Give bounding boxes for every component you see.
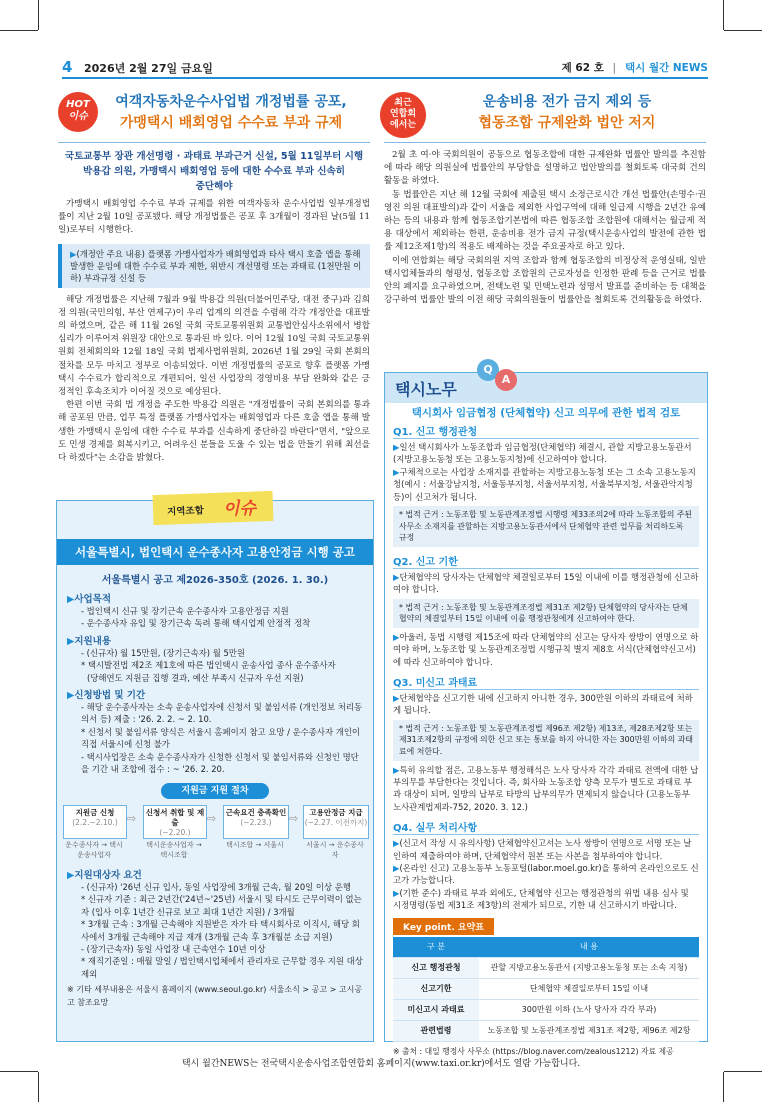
crop-mark <box>724 1071 762 1072</box>
arrow-right-icon: ⇨ <box>207 812 217 825</box>
text-line: 운송비용 전가 금지 제외 등 <box>482 94 652 110</box>
arrow-right-icon: ⇨ <box>127 812 137 825</box>
text-line: - 운수종사자 유입 및 장기근속 독려 통해 택시업계 안정적 정착 <box>81 618 311 629</box>
text-line: * 택시발전법 제2조 제1호에 따른 법인택시 운송사업 종사 운수종사자 <box>81 660 336 671</box>
keypoint-table <box>393 937 699 1042</box>
text-line: 여객자동차운수사업법 개정법률 공포, <box>115 94 347 110</box>
text-line: 미신고시 과태료 <box>393 999 479 1020</box>
a-icon: A <box>495 369 517 391</box>
q2-head: Q2. 신고 기한 <box>393 553 699 569</box>
text-line: * 신청서 및 붙임서류 양식은 서울시 홈페이지 참고 요망 / 운수종사자 개인이 직접 서울시에 신청 불가 <box>81 726 360 750</box>
q1-head: Q1. 신고 행정관청 <box>393 423 699 439</box>
table-row <box>393 978 699 999</box>
publication-name: 택시 월간 NEWS <box>625 62 708 74</box>
seoul-notice-panel <box>56 500 374 1042</box>
article-title <box>92 92 370 134</box>
text-line: 동 법률안은 지난 해 12월 국회에 제출된 택시 소정근로시간 개선 법률안(손명수·권영진 의원 대표발의)과 같이 서울을 제외한 사업구역에 대해 일급제 시행을 2년간 유예하는 등의 내용과 함께 협동조합기본법에 따른 협동조합 조합원에 대해서는 월급제 적용 대상에서 제외하는 한편, 운송비용 전가 금지 규정(택시운송사업의 발전에 관한 법률 제12조제1항)의 적용도 배제하는 것을 주요골자로 하고 있다. <box>384 189 706 253</box>
arrow-right-icon: ⇨ <box>289 812 299 825</box>
text-line: 단체협약 체결일로부터 15일 이내 <box>479 978 699 999</box>
title-rule <box>384 142 706 143</box>
crop-mark <box>0 30 38 31</box>
header-right <box>562 60 708 75</box>
text-line: 내 용 <box>479 937 699 958</box>
qa-section-title: 택시노무 <box>395 380 457 399</box>
crop-mark <box>38 1072 39 1102</box>
crop-mark <box>723 0 724 30</box>
text-line: 신청방법 및 기간 <box>74 690 146 702</box>
flow-step-verify <box>223 805 289 839</box>
header-rule <box>62 77 708 79</box>
text-line: 국토교통부 장관 개선명령 · 과태료 부과근거 신설, 5월 11일부터 시행 <box>64 151 364 162</box>
text-line: 구체적으로는 사업장 소재지를 관할하는 지방고용노동청 또는 그 소속 고용노동지청(예시 : 서울강남지청, 서울동부지청, 서울서부지청, 서울북부지청, 서울관악지청 등)이 신고처가 됩니다. <box>393 466 696 502</box>
text-line: 해당 개정법률은 지난해 7월과 9월 박용갑 의원(더불어민주당, 대전 중구)과 김희정 의원(국민의힘, 부산 연제구)이 우리 업계의 의견을 수렴해 각각 개정안을 대표발의 하였으며, 같은 해 11월 26일 국회 국토교통위원회 교통법안심사소위에서 병합심리가 이루어져 위원장 대안으로 통과된 바 있다. 이어 12월 10일 국회 국토교통위원회 전체회의와 12월 18일 국회 법제사법위원회, 2026년 1월 29일 국회 본회의 절차를 모두 마치고 정부로 이송되었다. 이번 개정법률의 공포로 향후 플랫폼 가맹택시 수수료가 합리적으로 개편되어, 일선 사업장의 경영비용 부담 완화와 같은 긍정적인 후속조치가 이어질 것으로 예상된다. <box>58 294 371 398</box>
text-line: 관할 지방고용노동관서 (지방고용노동청 또는 소속 지청) <box>479 957 699 978</box>
q2-note: * 법적 근거 : 노동조합 및 노동관계조정법 제31조 제2항) 단체협약의 당사자는 단체협약의 체결일부터 15일 이내에 이를 행정관청에게 신고하여야 한다. <box>393 599 699 628</box>
title-rule <box>58 142 370 143</box>
qa-source: ※ 출처 : 대일 행정사 사무소 (https://blog.naver.com/zealous1212) 자료 제공 <box>393 1046 674 1056</box>
text-line: 신고기한 <box>393 978 479 999</box>
text-line: 이슈 <box>222 498 257 520</box>
text-line: 구 분 <box>393 937 479 958</box>
article-body <box>384 149 706 307</box>
table-row <box>393 999 699 1020</box>
text-line: - 법인택시 신규 및 장기근속 운수종사자 고용안정금 지원 <box>81 606 289 616</box>
notice-body: ▶사업목적 - 법인택시 신규 및 장기근속 운수종사자 고용안정금 지원 - 운수종사자 유입 및 장기근속 독려 통해 택시업계 안정적 정착 ▶지원내용 - (신규자) 월 15만원, (장기근속자) 월 5만원 * 택시발전법 제2조 제1호에 따른 법인택시 운송사업 종사 운수종사자 (당해연도 지원금 집행 결과, 예산 부족시 신규자 우선 지원) ▶신청방법 및 기간 - 해당 운수종사자는 소속 운송사업자에 신청서 및 붙임서류 (개인정보 처리동의서 등) 제출 : '26. 2. 2. ~ 2. 10. * 신청서 및 붙임서류 양식은 서울시 홈페이지 참고 요망 / 운수종사자 개인이 직접 서울시에 신청 불가 - 택시사업장은 소속 운수종사자가 신청한 신청서 및 붙임서류와 신청인 명단을 기간 내 조합에 접수 : ~ '26. 2. 20. <box>67 591 365 775</box>
left-article <box>58 92 370 465</box>
text-line: - 해당 운수종사자는 소속 운송사업자에 신청서 및 붙임서류 (개인정보 처리동의서 등) 제출 : '26. 2. 2. ~ 2. 10. <box>81 702 363 725</box>
amendment-summary-box <box>58 244 370 288</box>
text-line: (당해연도 지원금 집행 결과, 예산 부족시 신규자 우선 지원) <box>87 672 304 683</box>
text-line: (~2.20.) <box>159 828 191 837</box>
crop-mark <box>0 1071 38 1072</box>
text-line: 지원대상자 요건 <box>74 870 142 881</box>
article-body <box>58 198 370 238</box>
article-lead <box>58 149 370 194</box>
text-line: 중단해야 <box>195 181 233 192</box>
hot-issue-badge <box>58 92 98 132</box>
flow-who: 택시운송사업자 → 택시조합 <box>146 841 202 859</box>
issue-date: 2026년 2월 27일 금요일 <box>84 62 213 75</box>
text-line: 한편 이번 국회 법 개정을 주도한 박용갑 의원은 "개정법률이 국회 본회의를 통과해 공포된 만큼, 업무 특정 플랫폼 가맹사업자는 배회영업과 다른 호출 앱을 통해 발생한 가맹택시 운임에 대한 수수료 부과를 신속하게 중단하길 바란다"면서, "앞으로도 민생 경제를 회복시키고, 어려우신 분들을 도울 수 있는 법을 만들기 위해 최선을 다 하겠다"는 소감을 밝혔다. <box>58 400 370 464</box>
text-line: 지역조합 <box>166 505 205 518</box>
text-line: * 신규자 기준 : 최근 2년간('24년~'25년) 서울시 및 타시도 근무이력이 없는 자 (입사 이후 1년간 신규로 보고 최대 1년간 지원) / 3개월 <box>81 894 362 917</box>
text-line: 단체협약의 당사자는 단체협약 체결일로부터 15일 이내에 이를 행정관청에 신고하여야 합니다. <box>393 571 699 595</box>
text-line: 신고 행정관청 <box>393 957 479 978</box>
text-line: (2.2.~2.10.) <box>72 818 118 827</box>
article-body-cont <box>58 294 370 466</box>
union-news-badge <box>380 92 426 138</box>
text-line: - (신규자) 월 15만원, (장기근속자) 월 5만원 <box>81 647 245 658</box>
text-line: (~2.23.) <box>240 818 272 827</box>
page-footer: 택시 월간NEWS는 전국택시운송사업조합연합회 홈페이지(www.taxi.or.kr)에서도 열람 가능합니다. <box>181 1059 581 1069</box>
text-line: 협동조합 규제완화 법안 저지 <box>478 115 656 131</box>
issue-number: 제 62 호 <box>561 62 604 74</box>
text-line: 박용갑 의원, 가맹택시 배회영업 등에 대한 수수료 부과 신속히 <box>82 166 346 177</box>
labor-qa-panel <box>384 363 708 1056</box>
article-title <box>428 92 706 134</box>
text-line: * 3개월 근속 : 3개월 근속해야 지원받은 자가 타 택시회사로 이직시, 해당 회사에서 3개월 근속해야 지급 재개 (3개월 근속 후 3개월분 소급 지원) <box>81 919 360 942</box>
text-line: 이슈 <box>68 111 88 122</box>
eligibility: ▶지원대상자 요건 - (신규자) '26년 신규 입사, 동일 사업장에 3개월 근속, 월 20일 이상 운행 * 신규자 기준 : 최근 2년간('24년~'25년) 서울시 및 타시도 근무이력이 없는 자 (입사 이후 1년간 신규로 보고 최대 1년간 지원) / 3개월 * 3개월 근속 : 3개월 근속해야 지원받은 자가 타 택시회사로 이직시, 해당 회사에서 3개월 근속해야 지급 재개 (3개월 근속 후 3개월분 소급 지원) - (장기근속자) 동일 사업장 내 근속연수 10년 이상 * 재직기준일 : 매월 말일 / 법인택시업체에서 관리자로 근무할 경우 지원 대상 제외 ※ 기타 세부내용은 서울시 홈페이지 (www.seoul.go.kr) 서울소식 > 공고 > 고시공고 참조요망 <box>67 867 365 1009</box>
page-header <box>62 58 708 78</box>
text-line: 아울러, 동법 시행령 제15조에 따라 단체협약의 신고는 당사자 쌍방이 연명으로 하여야 하며, 노동조합 및 노동관계조정법 시행규칙 별지 제8호 서식(단체협약신고서)에 따라 신고하여야 합니다. <box>393 631 699 667</box>
text-line: (온라인 신고) 고용노동부 노동포털(labor.moel.go.kr)을 통하여 온라인으로도 신고가 가능합니다. <box>393 863 699 886</box>
triangle-icon: ▶ <box>70 248 77 259</box>
flow-title: 지원금 지원 절차 <box>161 783 269 799</box>
flow-step-submit <box>143 805 207 839</box>
q3-note: * 법적 근거 : 노동조합 및 노동관계조정법 제96조 제2항) 제13조, 제28조제2항 또는 제31조제2항의 규정에 의한 신고 또는 통보를 하지 아니한 자는 300만원 이하의 과태료에 처한다. <box>393 720 699 761</box>
table-row <box>393 1020 699 1041</box>
text-line: (신고서 작성 시 유의사항) 단체협약신고서는 노사 쌍방이 연명으로 서명 또는 날인하여 제출하여야 하며, 단체협약서 원본 또는 사본을 첨부하여야 합니다. <box>393 838 692 861</box>
q4-head: Q4. 실무 처리사항 <box>393 819 699 835</box>
text-line: (기한 준수) 과태료 부과 외에도, 단체협약 신고는 행정관청의 위법 내용 심사 및 시정명령(동법 제31조 제3항)의 전제가 되므로, 기한 내 신고하시기 바랍니다. <box>393 887 689 911</box>
text-line: 관련법령 <box>393 1020 479 1041</box>
flow-who: 서울시 → 운수종사자 <box>306 841 364 859</box>
q1-note: * 법적 근거 : 노동조합 및 노동관계조정법 시행령 제33조의2에 따라 노동조합의 주된 사무소 소재지를 관할하는 지방고용노동관서에서 단체협약 관련 업무를 처리하도록 규정 <box>393 506 699 547</box>
text-line: (~2.27. 이전까지) <box>304 818 368 827</box>
text-line: HOT <box>66 99 90 110</box>
text-line: 근속요건 충족확인 <box>225 808 287 817</box>
text-line: 일선 택시회사가 노동조합과 임금협정(단체협약) 체결시, 관할 지방고용노동관서(지방고용노동청 또는 고용노동지청)에 신고하여야 합니다. <box>393 442 692 465</box>
text-line: - 택시사업장은 소속 운수종사자가 신청한 신청서 및 붙임서류와 신청인 명단을 기간 내 조합에 접수 : ~ '26. 2. 20. <box>81 751 359 775</box>
notice-footer: ※ 기타 세부내용은 서울시 홈페이지 (www.seoul.go.kr) 서울소식 > 공고 > 고시공고 참조요망 <box>67 985 363 1007</box>
text-line: 가맹택시 배회영업 수수료 부과 규제를 위한 여객자동차 운수사업법 일부개정법률이 지난 2월 10일 공포됐다. 해당 개정법률은 공포 후 3개월이 경과된 날(5월 11일)로부터 시행한다. <box>58 199 370 236</box>
text-line: * 재직기준일 : 매월 말일 / 법인택시업체에서 관리자로 근무할 경우 지원 대상 제외 <box>81 956 363 979</box>
qa-subtitle: 택시회사 임금협정 (단체협약) 신고 의무에 관한 법적 검토 <box>411 407 681 419</box>
text-line: 단체협약을 신고기한 내에 신고하지 아니한 경우, 300만원 이하의 과태료에 처하게 됩니다. <box>393 693 693 716</box>
header-separator: | <box>612 62 617 74</box>
flow-who: 택시조합 → 서울시 <box>226 841 284 849</box>
text-line: - (신규자) '26년 신규 입사, 동일 사업장에 3개월 근속, 월 20일 이상 운행 <box>81 882 351 892</box>
text-line: 지원내용 <box>74 635 112 647</box>
qa-body: Q1. 신고 행정관청 ▶일선 택시회사가 노동조합과 임금협정(단체협약) 체결시, 관할 지방고용노동관서(지방고용노동청 또는 고용노동지청)에 신고하여야 합니다. ▶구체적으로는 사업장 소재지를 관할하는 지방고용노동청 또는 그 소속 고용노동지청(예시 : 서울강남지청, 서울동부지청, 서울서부지청, 서울북부지청, 서울관악지청 등)이 신고처가 됩니다. * 법적 근거 : 노동조합 및 노동관계조정법 시행령 제33조의2에 따라 노동조합의 주된 사무소 소재지를 관할하는 지방고용노동관서에서 단체협약 관련 업무를 처리하도록 규정 Q2. 신고 기한 ▶단체협약의 당사자는 단체협약 체결일로부터 15일 이내에 이를 행정관청에 신고하여야 합니다. * 법적 근거 : 노동조합 및 노동관계조정법 제31조 제2항) 단체협약의 당사자는 단체협약의 체결일부터 15일 이내에 이를 행정관청에게 신고하여야 한다. ▶아울러, 동법 시행령 제15조에 따라 단체협약의 신고는 당사자 쌍방이 연명으로 하여야 하며, 노동조합 및 노동관계조정법 시행규칙 별지 제8호 서식(단체협약신고서)에 따라 신고하여야 합니다. Q3. 미신고 과태료 ▶단체협약을 신고기한 내에 신고하지 아니한 경우, 300만원 이하의 과태료에 처하게 됩니다. * 법적 근거 : 노동조합 및 노동관계조정법 제96조 제2항) 제13조, 제28조제2항 또는 제31조제2항의 규정에 의한 신고 또는 통보를 하지 아니한 자는 300만원 이하의 과태료에 처한다. ▶특히 유의할 점은, 고용노동부 행정해석은 노사 당사자 각각 과태료 전액에 대한 납부의무를 부담한다는 것입니다. 즉, 회사와 노동조합 양측 모두가 별도로 과태료 부과 대상이 되며, 일방의 납부로 타방의 납부의무가 면제되지 않습니다 (고용노동부 노사관계법제과-752, 2020. 3. 12.) Q4. 실무 처리사항 ▶(신고서 작성 시 유의사항) 단체협약신고서는 노사 쌍방이 연명으로 서명 또는 날인하여 제출하여야 하며, 단체협약서 원본 또는 사본을 첨부하여야 합니다. ▶(온라인 신고) 고용노동부 노동포털(labor.moel.go.kr)을 통하여 온라인으로도 신고가 가능합니다. ▶(기한 준수) 과태료 부과 외에도, 단체협약 신고는 행정관청의 위법 내용 심사 및 시정명령(동법 제31조 제3항)의 전제가 되므로, 기한 내 신고하시기 바랍니다. Key point. 요약표 구 분 내 용 신고 행정관청 관할 지방고용노동관서 (지방고용노동청 또는 소속 지청) 신고기한 단체협약 체결일로부터 15일 이내 미신고시 과태료 300만원 이하 (노사 당사자 각각 부과) 관련법령 노동조합 및 노동관계조정법 제31조 제2항, 제96조 제2항 ※ 출처 : 대일 행정사 사무소 (https://blog.naver.com/zealous1212) 자료 제공 <box>393 423 699 1058</box>
text-line: 연합회 <box>389 109 417 119</box>
text-line: - (장기근속자) 동일 사업장 내 근속연수 10년 이상 <box>81 944 266 955</box>
text-line: 사업목적 <box>74 594 112 605</box>
notice-title: 서울특별시, 법인택시 운수종사자 고용안정금 시행 공고 <box>57 539 373 565</box>
text-line: 노동조합 및 노동관계조정법 제31조 제2항, 제96조 제2항 <box>479 1020 699 1041</box>
flow-step-pay <box>303 805 369 839</box>
table-row <box>393 957 699 978</box>
text-line: 신청서 취합 및 제출 <box>145 808 205 827</box>
keypoint-title: Key point. 요약표 <box>393 918 494 935</box>
region-issue-badge <box>153 491 274 525</box>
text-line: 최근 <box>394 98 412 108</box>
notice-subtitle: 서울특별시 공고 제2026-350호 (2026. 1. 30.) <box>101 575 329 586</box>
crop-mark <box>723 1072 724 1102</box>
flow-who: 운수종사자 → 택시운송사업자 <box>65 841 123 859</box>
text-line: 이에 연합회는 해당 국회의원 지역 조합과 함께 협동조합의 비정상적 운영실태, 일반 택시업체들과의 형평성, 협동조합 조합원의 근로자성을 인정한 판례 등을 근거로 법률안의 폐지를 요구하였으며, 전택노련 및 민택노련과 성명서 발표를 준비하는 등 대책을 강구하여 법률안 발의 이전 해당 국회의원들이 법률안을 철회토록 건의활동을 하였다. <box>384 255 706 306</box>
crop-mark <box>724 30 762 31</box>
right-article <box>384 92 706 307</box>
q-icon: Q <box>477 359 499 381</box>
text-line: 가맹택시 배회영업 수수료 부과 규제 <box>119 115 343 131</box>
text-line: (개정안 주요 내용) 플랫폼 가맹사업자가 배회영업과 타사 택시 호출 앱을 통해 발생한 운임에 대한 수수료 부과 제한, 위반시 개선명령 또는 과태료 (1천만원 이하) 부과규정 신설 등 <box>70 248 362 283</box>
crop-mark <box>38 0 39 30</box>
text-line: 300만원 이하 (노사 당사자 각각 부과) <box>479 999 699 1020</box>
text-line: 고용안정금 지급 <box>309 808 363 817</box>
flow-step-apply <box>63 805 127 839</box>
text-line: 특히 유의할 점은, 고용노동부 행정해석은 노사 당사자 각각 과태료 전액에 대한 납부의무를 부담한다는 것입니다. 즉, 회사와 노동조합 양측 모두가 별도로 과태료 부과 대상이 되며, 일방의 납부로 타방의 납부의무가 면제되지 않습니다 (고용노동부 노사관계법제과-752, 2020. 3. 12.) <box>393 764 699 812</box>
text-line: 지원금 신청 <box>75 808 115 817</box>
page-number: 4 <box>62 58 73 76</box>
text-line: 에서는 <box>389 120 417 130</box>
text-line: 2월 초 여·야 국회의원이 공동으로 협동조합에 대한 규제완화 법률안 발의를 추진함에 따라 해당 의원실에 법률안의 부당함을 설명하고 법안발의를 철회토록 대국회 건의활동을 하였다. <box>384 150 706 187</box>
q3-head: Q3. 미신고 과태료 <box>393 674 699 690</box>
